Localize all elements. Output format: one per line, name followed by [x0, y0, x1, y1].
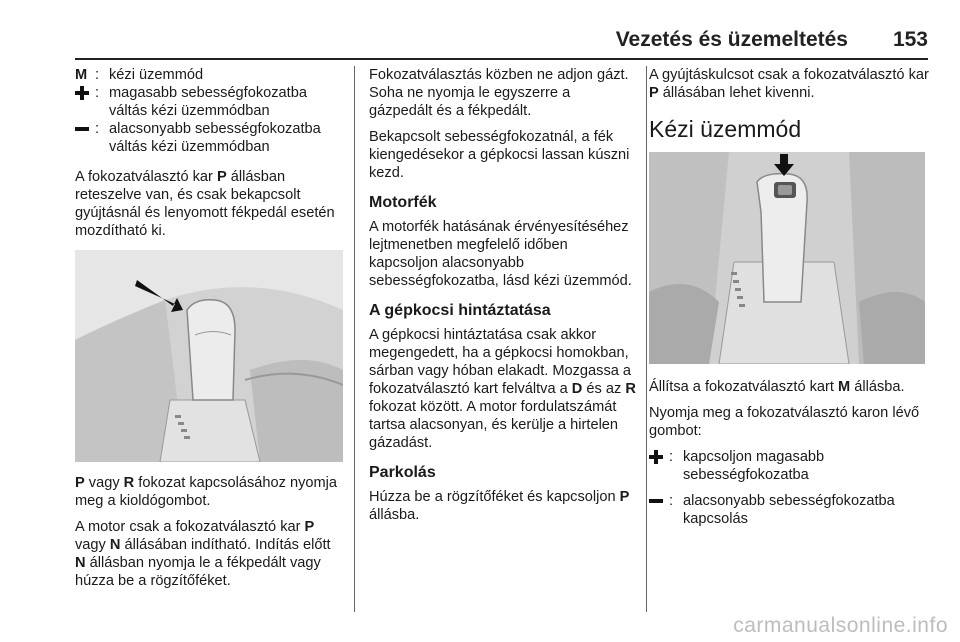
legend-text: alacsonyabb sebességfokozatba váltás kézi üzemmódban [109, 121, 321, 155]
page-number: 153 [892, 28, 928, 51]
column-divider-1 [354, 66, 355, 612]
heading-motorfek: Motorfék [369, 194, 437, 211]
legend-item-minus: : alacsonyabb sebességfokozatba kapcsolás [649, 492, 929, 528]
paragraph: Fokozatválasztás közben ne adjon gázt. Soha ne nyomja le egyszerre a gázpedált és a fékpedált. [369, 67, 629, 119]
minus-icon [649, 494, 663, 508]
paragraph: P vagy R fokozat kapcsolásához nyomja meg a kioldógombot. [75, 475, 338, 509]
legend-symbol-m: M [75, 67, 88, 83]
column-divider-2 [646, 66, 647, 612]
column-1 [75, 66, 343, 598]
paragraph: Bekapcsolt sebességfokozatnál, a fék kiengedésekor a gépkocsi lassan kúszni kezd. [369, 129, 630, 181]
legend-item-plus: : magasabb sebességfokozatba váltás kézi üzemmódban [75, 84, 343, 120]
legend-text: kapcsoljon magasabb sebességfokozatba [683, 449, 825, 483]
watermark: carmanualsonline.info [733, 614, 948, 637]
paragraph: A motorfék hatásának érvényesítéséhez lejtmenetben megfelelő időben kapcsoljon alacsonyabb sebességfokozatba, lásd kézi üzemmód. [369, 219, 632, 289]
legend-item-m: M : kézi üzemmód [75, 66, 343, 84]
paragraph: Húzza be a rögzítőféket és kapcsoljon P állásba. [369, 489, 630, 523]
column-2 [369, 66, 637, 532]
legend-item-minus: : alacsonyabb sebességfokozatba váltás kézi üzemmódban [75, 120, 343, 156]
plus-icon [649, 450, 663, 464]
legend-text: kézi üzemmód [109, 67, 204, 83]
heading-parkolas: Parkolás [369, 464, 436, 481]
paragraph: Állítsa a fokozatválasztó kart M állásba. [649, 379, 905, 395]
paragraph: A motor csak a fokozatválasztó kar P vagy N állásában indítható. Indítás előtt N állásban nyomja le a fékpedált vagy húzza be a rögzítőféket. [75, 519, 331, 589]
heading-hintaztatas: A gépkocsi hintáztatása [369, 302, 551, 319]
gear-lever-illustration [75, 250, 343, 462]
column-3 [649, 66, 929, 528]
legend-item-plus: : kapcsoljon magasabb sebességfokozatba [649, 448, 929, 484]
manual-mode-figure [649, 152, 925, 364]
plus-icon [75, 86, 89, 100]
manual-gear-lever-illustration [649, 152, 925, 364]
header-title: Vezetés és üzemeltetés [615, 28, 848, 51]
legend-text: alacsonyabb sebességfokozatba kapcsolás [683, 493, 895, 527]
legend-text: magasabb sebességfokozatba váltás kézi üzemmódban [109, 85, 307, 119]
paragraph: A fokozatválasztó kar P állásban reteszelve van, és csak bekapcsolt gyújtásnál és lenyomott fékpedál esetén mozdítható ki. [75, 169, 335, 239]
gear-selector-figure [75, 250, 343, 462]
minus-icon [75, 122, 89, 136]
page-header [75, 24, 928, 54]
paragraph: A gépkocsi hintáztatása csak akkor megengedett, ha a gépkocsi homokban, sárban vagy hóban elakadt. Mozgassa a fokozatválasztó kart felváltva a D és az R fokozat között. A motor fordulatszámát tartsa alacsonyan, és kerülje a hirtelen gázadást. [369, 327, 636, 451]
paragraph: Nyomja meg a fokozatválasztó karon lévő gombot: [649, 405, 920, 439]
header-rule [75, 58, 928, 60]
paragraph: A gyújtáskulcsot csak a fokozatválasztó kar P állásában lehet kivenni. [649, 67, 929, 101]
heading-kezi-uzemmod: Kézi üzemmód [649, 116, 802, 142]
